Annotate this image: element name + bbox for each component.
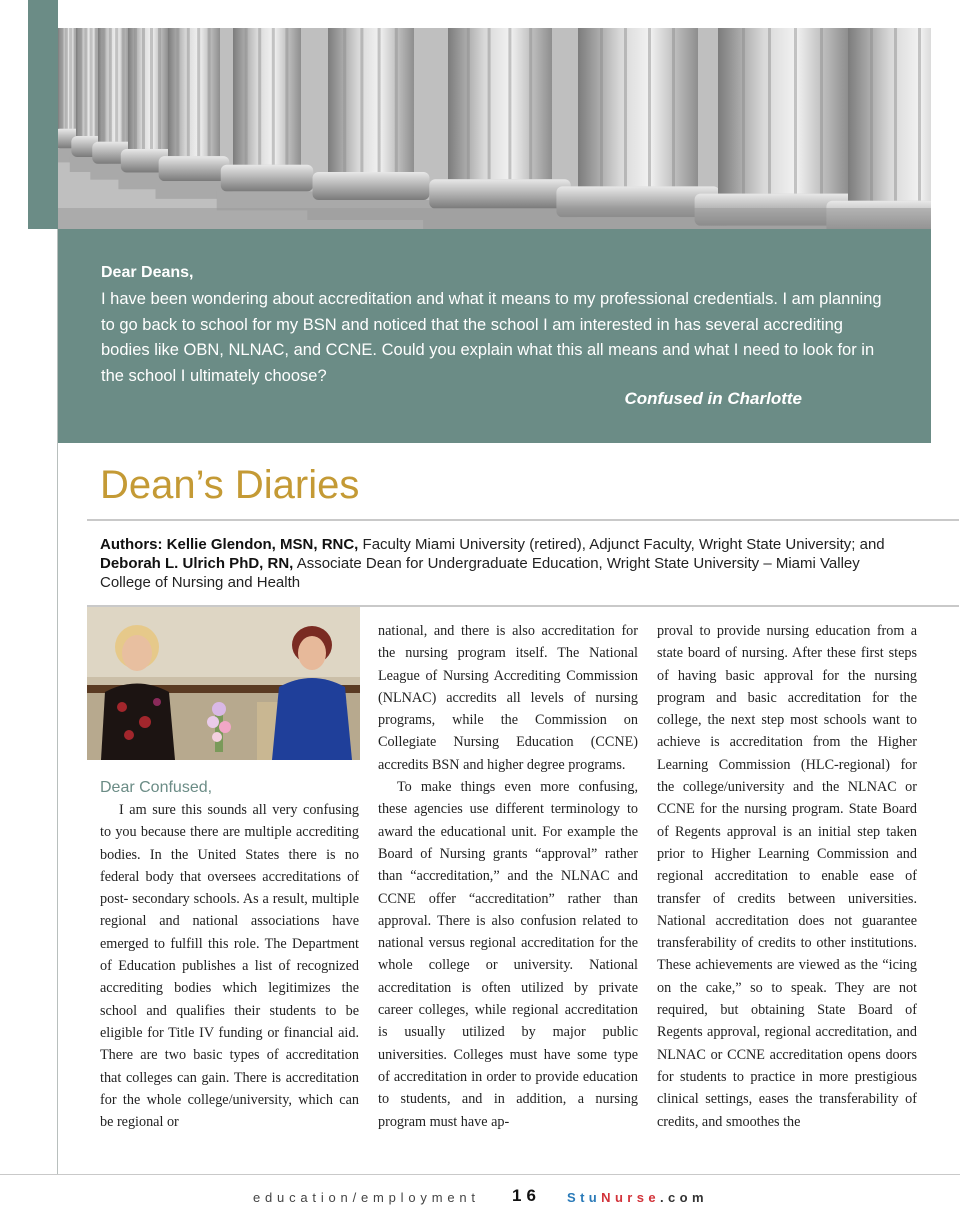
- footer-divider: [0, 1174, 960, 1175]
- letter-signature: Confused in Charlotte: [624, 389, 802, 408]
- letter-salutation: Dear Deans,: [101, 264, 194, 281]
- article-column-3: [657, 620, 917, 1133]
- reader-letter-box: [58, 229, 931, 443]
- paragraph: national, and there is also accreditation for the nursing program itself. The National League of Nursing Accrediting Commission (NLNAC) accredits all levels of nursing programs, while the Commission on Collegiate Nursing Education (CCNE) accredits BSN and higher degree programs.: [378, 623, 638, 773]
- author2-affiliation: Associate Dean for Undergraduate Education, Wright State University – Miami Valley College of Nursing and Health: [100, 555, 860, 591]
- footer-section: education/employment: [253, 1190, 480, 1205]
- paragraph: To make things even more confusing, these agencies use different terminology to award the educational unit. For example the Board of Nursing grants “approval” rather than “accreditation,” and the NLNAC and CCNE offer “accreditation” rather than approval. There is also confusion related to national versus regional accreditation for the whole college or university. National accreditation is often utilized by private career colleges, while regional accreditation is usually utilized by major public universities. Colleges must have some type of accreditation in order to provide education to students, and in addition, a nursing program must have ap-: [378, 779, 638, 1130]
- author1-affiliation: Faculty Miami University (retired), Adjunct Faculty, Wright State University;: [358, 536, 856, 553]
- authors-photo: [87, 607, 360, 760]
- author2-name: Deborah L. Ulrich PhD, RN,: [100, 555, 294, 572]
- page-footer: [0, 1186, 960, 1210]
- site-logo: [567, 1190, 708, 1205]
- site-logo-com: .com: [660, 1190, 708, 1205]
- author1-name: Kellie Glendon, MSN, RNC,: [166, 536, 359, 553]
- hero-columns-image: [58, 28, 931, 229]
- letter-body: I have been wondering about accreditation and what it means to my professional credentials. I am planning to go back to school for my BSN and noticed that the school I am interested in has several accrediting bodies like OBN, NLNAC, and CCNE. Could you explain what this all means and what I need to look for in the school I ultimately choose?: [101, 290, 882, 385]
- article-title: Dean’s Diaries: [100, 463, 360, 507]
- authors-label: Authors:: [100, 536, 163, 553]
- accent-bar: [28, 0, 58, 229]
- page-number: 16: [512, 1186, 541, 1205]
- site-logo-nurse: Nurse: [601, 1190, 661, 1205]
- divider: [87, 519, 959, 521]
- authors-byline: [100, 535, 910, 592]
- site-logo-stu: Stu: [567, 1190, 602, 1205]
- article-column-1: [100, 777, 359, 1133]
- paragraph: I am sure this sounds all very confusing to you because there are multiple accrediting bodies. In the United States there is no federal body that oversees accreditations of post- secondary schools. As a result, multiple regional and national associations have emerged to fulfill this role. The Department of Education publishes a list of recognized accrediting bodies which legitimizes the school and qualifies their students to be eligible for Title IV funding or financial aid. There are two basic types of accreditation that colleges can gain. There is accreditation for the whole college/university, which can be regional or: [100, 802, 359, 1131]
- article-column-2: [378, 620, 638, 1133]
- reply-greeting: Dear Confused,: [100, 779, 213, 796]
- authors-and: and: [859, 536, 885, 553]
- paragraph: proval to provide nursing education from a state board of nursing. After these first steps of having basic approval for the nursing program and basic accreditation for the college, the next step most schools want to achieve is accreditation from the Higher Learning Commission (HLC-regional) for the college/university and the NLNAC or CCNE for the nursing program. State Board of Regents approval is an initial step taken prior to Higher Learning Commission and regional accreditation to enable ease of transfer of credits between universities. National accreditation does not guarantee transferability of credits to other institutions. These achievements are viewed as the “icing on the cake,” so to speak. They are not required, but obtaining State Board of Regents approval, regional accreditation, and NLNAC or CCNE accreditation opens doors for students to practice in more prestigious clinical settings, eases the transferability of credits, and smoothes the: [657, 623, 917, 1130]
